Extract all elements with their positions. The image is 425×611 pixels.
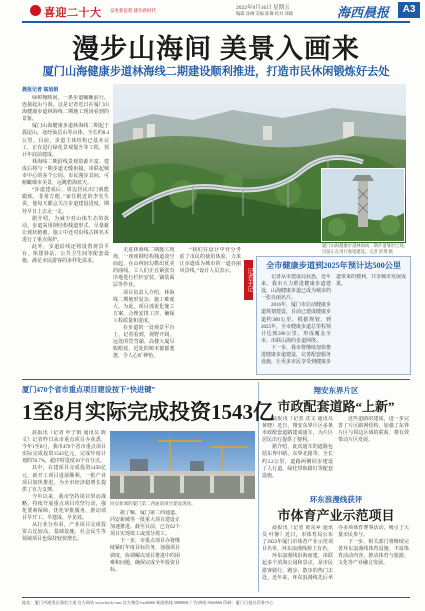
side-tag [244,260,253,300]
paragraph: 下一步，我市将继续加快推进健康步道建设，完善配套服务设施，让更多市民享受到健康步道带来的便利，共享城市发展成果。 [261,275,406,366]
paragraph: 这些道路的建成，进一步完善了片区路网结构，加强了东界片区与周边区域的联系，将有效带动片区发展。 [338,417,409,444]
observation-tower-photo [321,168,405,242]
paragraph: 晨报讯（记者 黄东乡 通讯员 叶静）近日，市体育局公布了2022年厦门市体育产业示范项目名单，环东浪漫线榜上有名。 [262,526,333,553]
paragraph: 项目负责人介绍，林海线二期地形复杂，施工难度大。为此，项目部优化施工方案，合理安排工序，确保工程质量和进度。 [113,290,175,324]
investment-photo-caption: 同安新城的厦门第二西通道项目建设现场。 [110,501,196,506]
page-number-badge [398,2,420,18]
section-divider [22,379,410,380]
paragraph: 林海线二期沿线景观资源丰富，建成后将与一期步道无缝衔接，串联起城市中心的多个公园。市民漫步其间，可俯瞰城市美景，远眺碧海蓝天。 [22,159,109,187]
paragraph: 绿树掩映间，一条步道蜿蜒前行，连接起山与海。这是记者近日在厦门山海健康步道林海线二期施工现场看到的景象。 [22,96,109,123]
paragraph: 下一步，市重点项目办将继续紧盯年度目标任务，加强项目调度，协调解决项目推进中的困难和问题，确保完成全年投资目标。 [110,539,181,573]
info-box-body [261,274,406,371]
sports-headline: 市体育产业示范项目 [277,508,395,523]
paragraph: 走进林海线二期施工现场，一座座钢结构栈道凌空而起，在山林间勾勒出优美的曲线。工人们正在紧张有序地进行栏杆安装、铺装面层等作业。 [113,248,175,289]
sports-body [262,525,409,592]
lead-subheadline: 厦门山海健康步道林海线二期建设顺利推进，打造市民休闲锻炼好去处 [42,66,390,78]
masthead-slogan-block [30,3,170,21]
investment-left-column [22,430,106,592]
construction-site-photo [110,431,255,499]
lead-byline: 晨报记者 翁旭娟 [22,88,59,93]
sports-kicker: 环东浪漫线获评 [309,495,363,504]
paragraph: “我们在设计中充分考虑了市民的使用体验，力求让步道成为城市的一道亮丽风景线。”设计人员表示。 [179,248,241,275]
paragraph: 晨报讯（记者 叶子雨 通讯员 陈文）记者昨日从市重点项目办获悉，今年1至8月，我市470个省市重点项目实际完成投资1543亿元，完成年度计划的76.7%，超序时进度10个百分点。 [22,431,106,465]
party-emblem-icon [30,5,41,16]
lead-photo-caption: 厦门山海健康步道林海线二期步道雏形已现，目前正在进行收尾建设。记者 彭博 摄 [322,243,408,254]
editor-credits: 编辑 徐琳 美编 陈琳 校对 邱楠 [236,11,293,16]
paragraph: “步道建成后，周边居民出门就能锻炼，非常方便。”家住附近的李先生说，他每天都会关注步道建设进度，期待早日上去走一走。 [22,188,109,215]
investment-kicker: 厦门470个省市重点项目建设按下“快进键” [22,386,155,394]
paragraph: 今年以来，我市坚持项目带动战略，持续开展重点项目攻坚行动，强化要素保障，优化审批服务，推动项目早开工、早建成、早见效。 [22,494,106,522]
info-box-heading: 全市健康步道到2025年预计达500公里 [265,261,402,270]
paper-logo: 海西晨报 [337,5,390,20]
paragraph: 从行业分布看，产业项目完成投资占比较高，基础设施、社会民生等领域项目也保持较快增长。 [22,523,106,543]
paragraph: 下一步，相关部门将继续完善环东浪漫线体育设施，丰富体育活动内容，推动体育与旅游、文化等产业融合发展。 [338,540,409,567]
footer-info: 地址：厦门市湖里区湖里大道 官方网站 www.hxcb.com 官方微信 hxdb666 新闻热线 5888888 广告热线 5666666 印刷：厦门日报社印务中心 [22,600,274,605]
paragraph: 据了解，厦门第二西通道、同安新城等一批重大项目建设正加速推进。截至目前，已有62个项目实现竣工或部分竣工。 [110,511,181,538]
paragraph: 在步道的一处观景平台上，记者看到，视野开阔，远处的筼筜湖、高楼大厦尽收眼底，近处的树木郁郁葱葱，令人心旷神怡。 [113,326,175,360]
paragraph: 2016年，厦门市启动健康步道规划建设，目前已建成健康步道约300公里。根据规划，到2025年，全市健康步道总里程预计达到500公里，形成覆盖全市、串联山海的步道网络。 [261,303,332,344]
slogan-subtitle: 奋进新征程 建功新时代 [110,8,157,13]
side-tag-label: 记者手记 [246,268,252,292]
paragraph: 此外，步道沿线还将设置观景平台、休憩驿站、公共卫生间等配套设施，满足市民游客的多样化需求。 [22,244,109,265]
paragraph: 厦门山海健康步道林海线二期起于狐尾山，途经仙岳山等山体，全长约8.4公里。目前，步道主体结构已基本完工，正在进行绿化景观提升等工程，预计年底前建成。 [22,124,109,158]
investment-headline: 1至8月实际完成投资1543亿 [22,400,274,424]
road-headline: 市政配套道路“上新” [277,399,395,414]
lead-headline: 漫步山海间 美景入画来 [72,34,360,64]
road-kicker: 翔安东界片区 [313,386,359,395]
issue-date: 2022年9月16日 星期五 [236,5,290,11]
paragraph: 其中，在建项目完成投资1450亿元，新开工项目进展顺利，一批产业项目加快推进，为全市经济稳增长提供了有力支撑。 [22,466,106,493]
road-body [262,416,409,490]
lead-left-column [22,95,109,305]
paragraph: 据介绍，为减少对山体生态的扰动，步道采用钢结构栈道形式，尽量避让现状植被，施工中还对沿线古树名木进行了重点保护。 [22,216,109,243]
paragraph: 据介绍，此次通车的道路包括东界中路、东界北路等，全长约3.2公里，道路两侧同步建设了人行道、绿化带和路灯等配套设施。 [262,445,333,479]
header-divider [22,21,410,23]
paragraph: 晨报讯（记者 沈文 通讯员 黄晓）近日，翔安东界片区多条市政配套道路建成通车，为片区居民出行提供了便利。 [262,417,333,444]
paragraph: 记者从市建设局获悉，近年来，我市大力推进健康步道建设，山海健康步道已成为城市的一张亮丽名片。 [261,275,332,302]
footer-divider [22,597,410,598]
info-box [256,256,411,375]
paragraph: 环东浪漫线沿海而建，串联起多个滨海公园和景点，是市民游客骑行、跑步、散步的热门去处。近年来，环东浪漫线先后举办多项体育赛事活动，吸引了大量市民参与。 [262,526,409,581]
slogan-text: 喜迎二十大 [44,7,102,19]
investment-bottom-columns [110,510,255,592]
page-number: A3 [402,4,416,15]
lead-middle-columns [113,247,241,374]
